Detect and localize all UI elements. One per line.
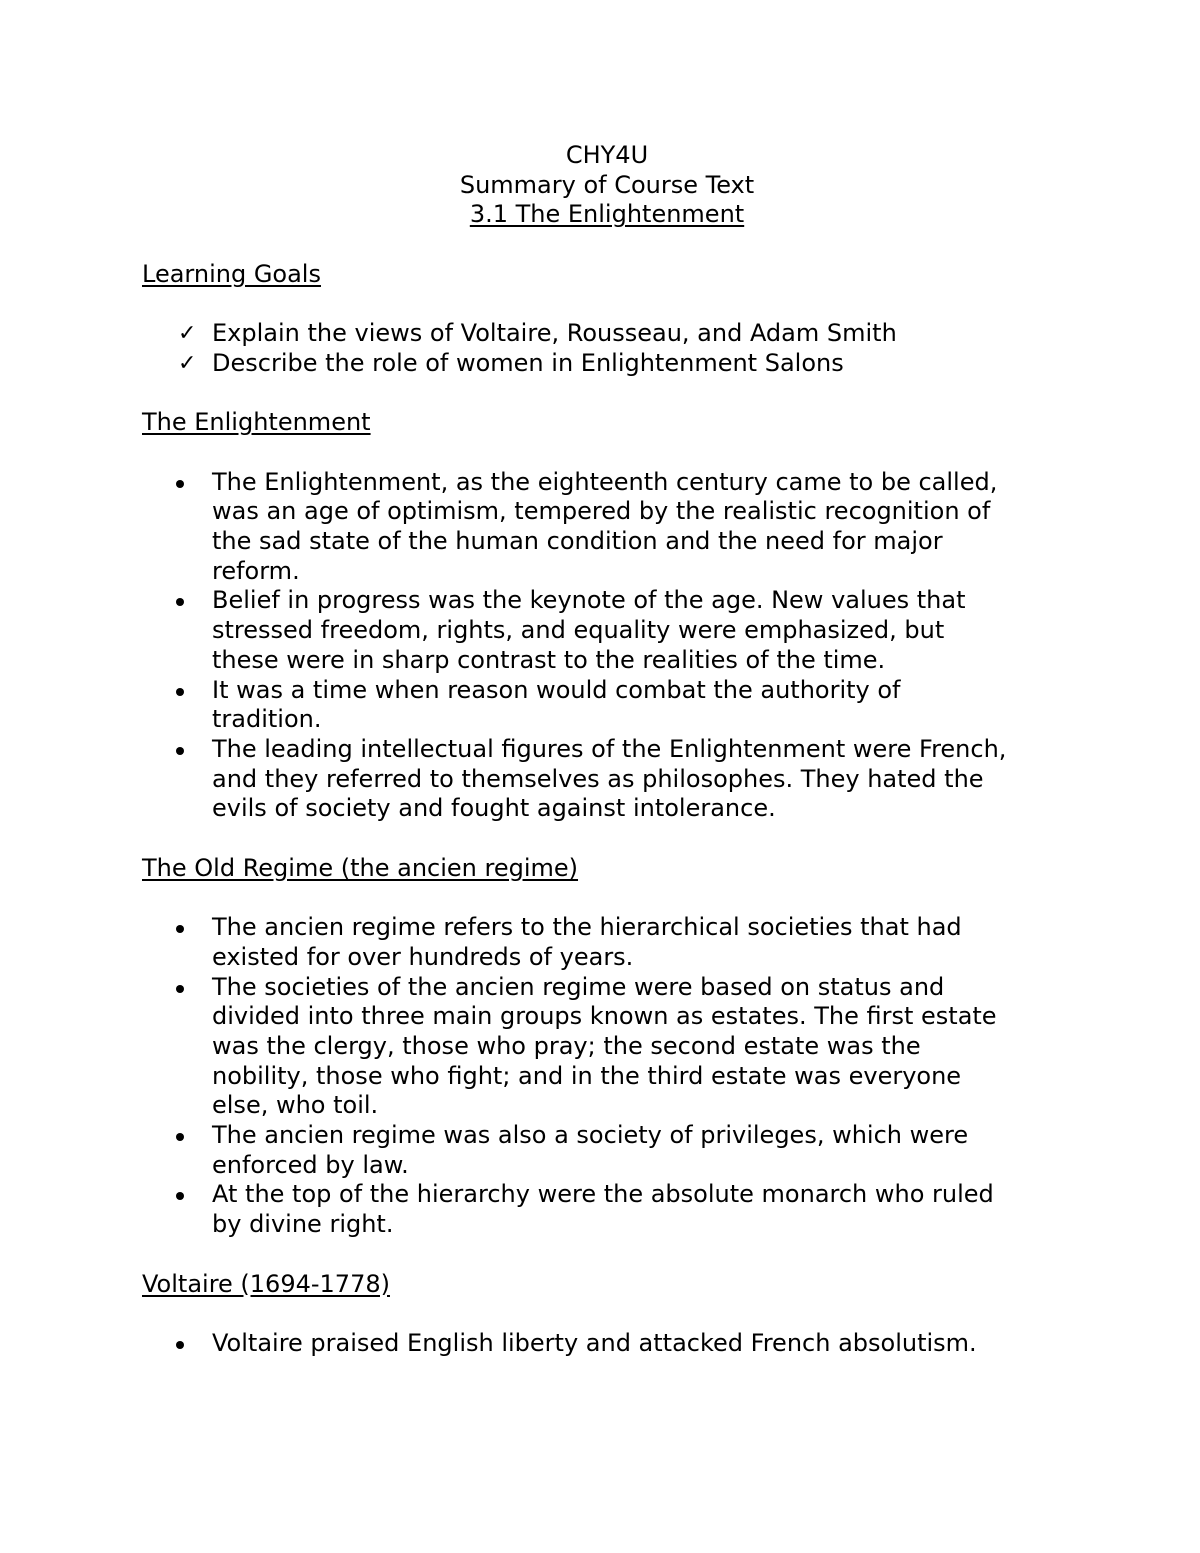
- text-line: and they referred to themselves as philosophes. They hated the: [212, 764, 984, 793]
- list-item-text: Explain the views of Voltaire, Rousseau, and Adam Smith: [212, 319, 897, 348]
- section-heading-old-regime: [142, 854, 1082, 884]
- document-page: [142, 141, 1082, 1359]
- text-line: Voltaire praised English liberty and attacked French absolutism.: [212, 1328, 977, 1357]
- text-line: evils of society and fought against intolerance.: [212, 794, 776, 823]
- list-item: [142, 1329, 1082, 1359]
- list-item-text: Describe the role of women in Enlightenment Salons: [212, 348, 844, 377]
- text-line: nobility, those who fight; and in the third estate was everyone: [212, 1061, 962, 1090]
- check-mark-icon: ✓: [178, 350, 197, 376]
- text-line: divided into three main groups known as estates. The first estate: [212, 1002, 997, 1031]
- text-line: reform.: [212, 556, 300, 585]
- document-subtitle: Summary of Course Text: [459, 170, 755, 199]
- text-line: The ancien regime was also a society of privileges, which were: [212, 1121, 969, 1150]
- list-item: [142, 1121, 1082, 1180]
- section-heading-label: Voltaire (1694-1778): [142, 1269, 390, 1298]
- bullet-dot-icon: [176, 480, 184, 488]
- list-item: [142, 913, 1082, 972]
- text-line: by divine right.: [212, 1210, 394, 1239]
- bullet-dot-icon: [176, 598, 184, 606]
- text-line: stressed freedom, rights, and equality were emphasized, but: [212, 616, 945, 645]
- text-line: was an age of optimism, tempered by the realistic recognition of: [212, 497, 991, 526]
- list-item: [142, 468, 1082, 587]
- section-heading-label: Learning Goals: [142, 259, 321, 288]
- text-line: The leading intellectual figures of the Enlightenment were French,: [212, 734, 1007, 763]
- text-line: At the top of the hierarchy were the absolute monarch who ruled: [212, 1180, 994, 1209]
- check-mark-icon: ✓: [178, 321, 197, 347]
- text-line: was the clergy, those who pray; the second estate was the: [212, 1031, 921, 1060]
- text-line: It was a time when reason would combat the authority of: [212, 675, 901, 704]
- text-line: The Enlightenment, as the eighteenth century came to be called,: [212, 467, 998, 496]
- text-line: enforced by law.: [212, 1150, 409, 1179]
- list-item: [142, 319, 1082, 349]
- section-heading-label: The Old Regime (the ancien regime): [142, 853, 579, 882]
- text-line: the sad state of the human condition and the need for major: [212, 527, 943, 555]
- list-item: [142, 676, 1082, 735]
- bullet-dot-icon: [176, 925, 184, 933]
- list-item: [142, 735, 1082, 824]
- bullet-dot-icon: [176, 747, 184, 755]
- text-line: Belief in progress was the keynote of the age. New values that: [212, 586, 966, 615]
- text-line: tradition.: [212, 705, 322, 734]
- list-item: [142, 973, 1082, 1122]
- text-line: existed for over hundreds of years.: [212, 942, 634, 971]
- bullet-dot-icon: [176, 1133, 184, 1141]
- document-title: 3.1 The Enlightenment: [469, 200, 745, 229]
- learning-goals-list: [142, 319, 1082, 378]
- old-regime-list: [142, 913, 1082, 1240]
- section-heading-voltaire: [142, 1270, 1082, 1300]
- document-header: [128, 141, 1086, 230]
- text-line: The ancien regime refers to the hierarchical societies that had: [212, 913, 962, 942]
- course-code: CHY4U: [565, 141, 649, 169]
- text-line: these were in sharp contrast to the realities of the time.: [212, 645, 886, 674]
- text-line: else, who toil.: [212, 1091, 379, 1120]
- bullet-dot-icon: [176, 688, 184, 696]
- section-heading-enlightenment: [142, 408, 1082, 438]
- list-item: [142, 349, 1082, 379]
- bullet-dot-icon: [176, 1192, 184, 1200]
- section-heading-label: The Enlightenment: [142, 408, 371, 437]
- list-item: [142, 586, 1082, 675]
- enlightenment-list: [142, 468, 1082, 824]
- voltaire-list: [142, 1329, 1082, 1359]
- section-heading-learning-goals: [142, 260, 1082, 290]
- text-line: The societies of the ancien regime were based on status and: [212, 972, 945, 1001]
- bullet-dot-icon: [176, 985, 184, 993]
- bullet-dot-icon: [176, 1341, 184, 1349]
- list-item: [142, 1180, 1082, 1239]
